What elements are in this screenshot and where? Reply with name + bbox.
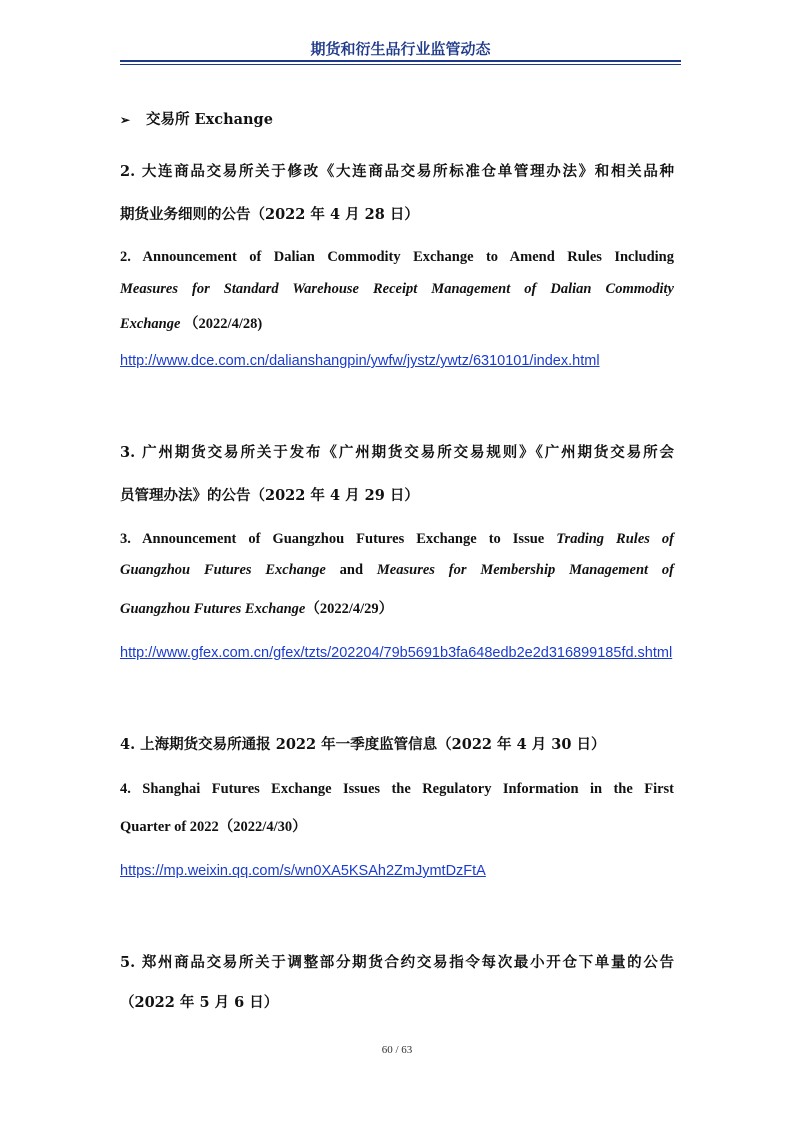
item-3-zh-title-line2: 员管理办法》的公告（2022 年 4 月 29 日） (120, 487, 419, 504)
item-2-link[interactable]: http://www.dce.com.cn/dalianshangpin/ywfw/jystz/ywtz/6310101/index.html (120, 353, 600, 369)
item-3-en-title-line1 (120, 531, 674, 548)
item-3-en-title-line2 (120, 562, 674, 579)
item-3-en-italic-2: Guangzhou Futures Exchange (120, 562, 326, 578)
item-4-en-title-line1: 4. Shanghai Futures Exchange Issues the Regulatory Information in the First (120, 781, 674, 797)
page-number: 60 / 63 (381, 1044, 413, 1056)
header-title: 期货和衍生品行业监管动态 (310, 40, 491, 58)
item-2-en-title-line3 (120, 312, 674, 333)
item-3-en-date: （2022/4/29） (305, 601, 394, 617)
item-3-zh-title-line1: 3. 广州期货交易所关于发布《广州期货交易所交易规则》《广州期货交易所会 (120, 444, 674, 461)
item-4-en-title-line2: Quarter of 2022（2022/4/30） (120, 819, 307, 835)
header-rule (120, 60, 681, 62)
item-3-en-text: 3. Announcement of Guangzhou Futures Exchange to Issue (120, 531, 557, 547)
item-3-en-title-line3 (120, 597, 674, 618)
item-2-en-italic: Exchange (120, 316, 181, 332)
item-2-en-title-line2: Measures for Standard Warehouse Receipt Management of Dalian Commodity (120, 281, 674, 297)
item-2-zh-title-line2: 期货业务细则的公告（2022 年 4 月 28 日） (120, 206, 419, 223)
header-rule-thin (120, 64, 681, 65)
item-3-link[interactable]: http://www.gfex.com.cn/gfex/tzts/202204/79b5691b3fa648edb2e2d316899185fd.shtml (120, 645, 673, 661)
item-2-en-date: （2022/4/28) (184, 316, 263, 332)
section-title: 交易所 Exchange (146, 111, 273, 128)
item-5-zh-title-line1: 5. 郑州商品交易所关于调整部分期货合约交易指令每次最小开仓下单量的公告 (120, 954, 674, 971)
section-heading (120, 108, 674, 129)
item-4-link[interactable]: https://mp.weixin.qq.com/s/wn0XA5KSAh2ZmJymtDzFtA (120, 863, 486, 879)
item-3-en-and: and (325, 562, 377, 578)
item-5-zh-title-line2: （2022 年 5 月 6 日） (120, 994, 279, 1011)
arrow-bullet-icon: ➢ (120, 113, 131, 127)
item-3-en-italic-3: Measures for Membership Management of (376, 562, 674, 578)
item-3-en-italic-1: Trading Rules of (556, 531, 674, 547)
item-2-en-title-line1: 2. Announcement of Dalian Commodity Exchange to Amend Rules Including (120, 249, 674, 265)
item-3-en-italic-4: Guangzhou Futures Exchange (120, 601, 306, 617)
item-4-zh-title: 4. 上海期货交易所通报 2022 年一季度监管信息（2022 年 4 月 30 日） (120, 736, 606, 753)
item-2-zh-title-line1: 2. 大连商品交易所关于修改《大连商品交易所标准仓单管理办法》和相关品种 (120, 163, 674, 180)
